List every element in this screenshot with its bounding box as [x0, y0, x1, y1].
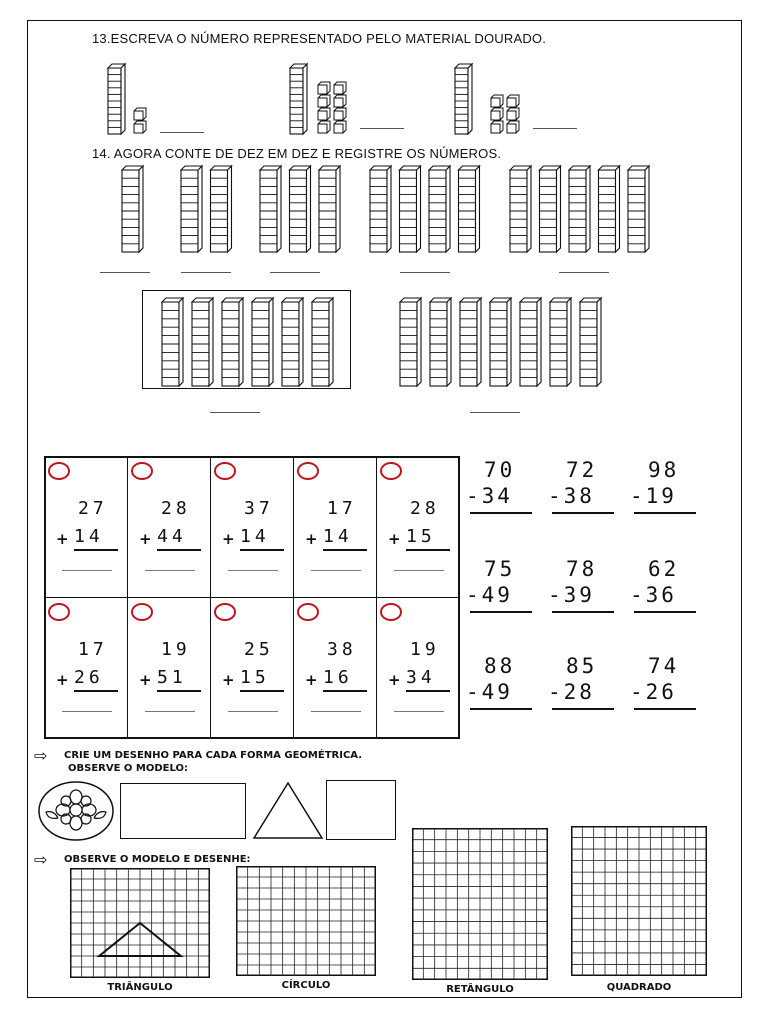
- triangle-shape: [252, 780, 324, 840]
- q14-ten-rod: [370, 166, 391, 252]
- q14-ten-rod: [599, 166, 620, 252]
- difference-line[interactable]: [634, 611, 696, 613]
- minuend: 85: [566, 654, 598, 678]
- addend-bottom: 15: [406, 526, 436, 547]
- q14-answer-blank-4[interactable]: [400, 272, 450, 273]
- answer-line[interactable]: [228, 711, 278, 712]
- difference-line[interactable]: [634, 708, 696, 710]
- q14-answer-blank-3[interactable]: [270, 272, 320, 273]
- plus-sign: +: [56, 671, 69, 689]
- hand-arrow-icon-2: ⇨: [34, 850, 48, 869]
- q14-ten-rod: [459, 166, 480, 252]
- sum-line: [406, 690, 450, 692]
- q14-ten-rod: [319, 166, 340, 252]
- red-circle-marker[interactable]: [297, 603, 319, 621]
- addend-top: 17: [327, 498, 357, 519]
- subtrahend: -28: [548, 680, 595, 704]
- sum-line: [240, 690, 284, 692]
- q14-ten-rod: [400, 166, 421, 252]
- q14-ten-rod: [628, 166, 649, 252]
- plus-sign: +: [222, 530, 235, 548]
- q14-ten-rod: [510, 166, 531, 252]
- difference-line[interactable]: [634, 512, 696, 514]
- geometry-instruction-2: OBSERVE O MODELO:: [68, 763, 188, 774]
- red-circle-marker[interactable]: [380, 462, 402, 480]
- triangle-grid[interactable]: [70, 868, 210, 978]
- red-circle-marker[interactable]: [214, 462, 236, 480]
- red-circle-marker[interactable]: [48, 462, 70, 480]
- addend-top: 37: [244, 498, 274, 519]
- q14-highlight-box: [142, 290, 351, 389]
- answer-line[interactable]: [311, 570, 361, 571]
- addend-bottom: 16: [323, 667, 353, 688]
- addend-top: 27: [78, 498, 108, 519]
- caption-triangle: TRIÂNGULO: [107, 982, 173, 993]
- minuend: 98: [648, 458, 680, 482]
- sum-line: [406, 549, 450, 551]
- difference-line[interactable]: [470, 611, 532, 613]
- answer-line[interactable]: [62, 711, 112, 712]
- addend-bottom: 14: [74, 526, 104, 547]
- subtrahend: -38: [548, 484, 595, 508]
- q14-ten-rod: [520, 298, 541, 386]
- minuend: 78: [566, 557, 598, 581]
- plus-sign: +: [388, 671, 401, 689]
- subtrahend: -39: [548, 583, 595, 607]
- answer-line[interactable]: [228, 570, 278, 571]
- subtrahend: -26: [630, 680, 677, 704]
- addend-bottom: 14: [240, 526, 270, 547]
- answer-line[interactable]: [145, 711, 195, 712]
- sum-line: [323, 690, 367, 692]
- minuend: 72: [566, 458, 598, 482]
- subtrahend: -49: [466, 680, 513, 704]
- answer-line[interactable]: [145, 570, 195, 571]
- red-circle-marker[interactable]: [131, 462, 153, 480]
- geometry-instruction-1: CRIE UM DESENHO PARA CADA FORMA GEOMÉTRICA.: [64, 750, 363, 761]
- rectangle-grid[interactable]: [412, 828, 548, 980]
- minuend: 88: [484, 654, 516, 678]
- geometry-instruction-3: OBSERVE O MODELO E DESENHE:: [64, 854, 251, 865]
- minuend: 62: [648, 557, 680, 581]
- q14-answer-blank-7[interactable]: [470, 412, 520, 413]
- subtrahend: -36: [630, 583, 677, 607]
- subtrahend: -19: [630, 484, 677, 508]
- q14-answer-blank-1[interactable]: [100, 272, 150, 273]
- sum-line: [240, 549, 284, 551]
- difference-line[interactable]: [552, 708, 614, 710]
- sum-line: [157, 549, 201, 551]
- q13-title: 13.ESCREVA O NÚMERO REPRESENTADO PELO MATERIAL DOURADO.: [92, 31, 547, 46]
- q14-ten-rod: [260, 166, 281, 252]
- q14-ten-rod: [580, 298, 601, 386]
- q14-ten-rod: [540, 166, 561, 252]
- addend-bottom: 26: [74, 667, 104, 688]
- square-grid[interactable]: [571, 826, 707, 976]
- addend-bottom: 51: [157, 667, 187, 688]
- red-circle-marker[interactable]: [48, 603, 70, 621]
- q14-ten-rod: [181, 166, 202, 252]
- sum-line: [74, 549, 118, 551]
- minuend: 70: [484, 458, 516, 482]
- q14-ten-rod: [211, 166, 232, 252]
- addend-top: 38: [327, 639, 357, 660]
- minuend: 75: [484, 557, 516, 581]
- caption-circle: CÍRCULO: [281, 980, 331, 991]
- caption-rectangle: RETÂNGULO: [446, 984, 514, 995]
- addend-top: 19: [410, 639, 440, 660]
- subtrahend: -34: [466, 484, 513, 508]
- plus-sign: +: [388, 530, 401, 548]
- flower-model-icon: [36, 780, 116, 842]
- addend-top: 28: [161, 498, 191, 519]
- q14-tens-rods: [0, 0, 768, 420]
- answer-line[interactable]: [62, 570, 112, 571]
- circle-grid[interactable]: [236, 866, 376, 976]
- q14-ten-rod: [460, 298, 481, 386]
- red-circle-marker[interactable]: [297, 462, 319, 480]
- addend-top: 28: [410, 498, 440, 519]
- minuend: 74: [648, 654, 680, 678]
- square-draw-area[interactable]: [326, 780, 396, 840]
- q14-ten-rod: [490, 298, 511, 386]
- red-circle-marker[interactable]: [214, 603, 236, 621]
- q14-ten-rod: [122, 166, 143, 252]
- q14-answer-blank-2[interactable]: [181, 272, 231, 273]
- red-circle-marker[interactable]: [131, 603, 153, 621]
- plus-sign: +: [139, 671, 152, 689]
- addend-top: 17: [78, 639, 108, 660]
- difference-line[interactable]: [470, 512, 532, 514]
- q14-title: 14. AGORA CONTE DE DEZ EM DEZ E REGISTRE OS NÚMEROS.: [92, 146, 502, 161]
- plus-sign: +: [222, 671, 235, 689]
- q14-ten-rod: [290, 166, 311, 252]
- plus-sign: +: [56, 530, 69, 548]
- q14-answer-blank-6[interactable]: [210, 412, 260, 413]
- plus-sign: +: [305, 671, 318, 689]
- addend-bottom: 15: [240, 667, 270, 688]
- addend-bottom: 14: [323, 526, 353, 547]
- q14-ten-rod: [429, 166, 450, 252]
- plus-sign: +: [305, 530, 318, 548]
- difference-line[interactable]: [552, 512, 614, 514]
- q14-ten-rod: [430, 298, 451, 386]
- addend-top: 19: [161, 639, 191, 660]
- addend-bottom: 34: [406, 667, 436, 688]
- answer-line[interactable]: [394, 711, 444, 712]
- difference-line[interactable]: [552, 611, 614, 613]
- subtrahend: -49: [466, 583, 513, 607]
- rectangle-draw-area[interactable]: [120, 783, 246, 839]
- sum-line: [323, 549, 367, 551]
- hand-arrow-icon: ⇨: [34, 746, 48, 765]
- difference-line[interactable]: [470, 708, 532, 710]
- plus-sign: +: [139, 530, 152, 548]
- answer-line[interactable]: [394, 570, 444, 571]
- answer-line[interactable]: [311, 711, 361, 712]
- q14-ten-rod: [400, 298, 421, 386]
- caption-square: QUADRADO: [606, 982, 672, 993]
- addend-top: 25: [244, 639, 274, 660]
- sum-line: [157, 690, 201, 692]
- sum-line: [74, 690, 118, 692]
- q14-answer-blank-5[interactable]: [559, 272, 609, 273]
- addend-bottom: 44: [157, 526, 187, 547]
- q14-ten-rod: [569, 166, 590, 252]
- q14-ten-rod: [550, 298, 571, 386]
- red-circle-marker[interactable]: [380, 603, 402, 621]
